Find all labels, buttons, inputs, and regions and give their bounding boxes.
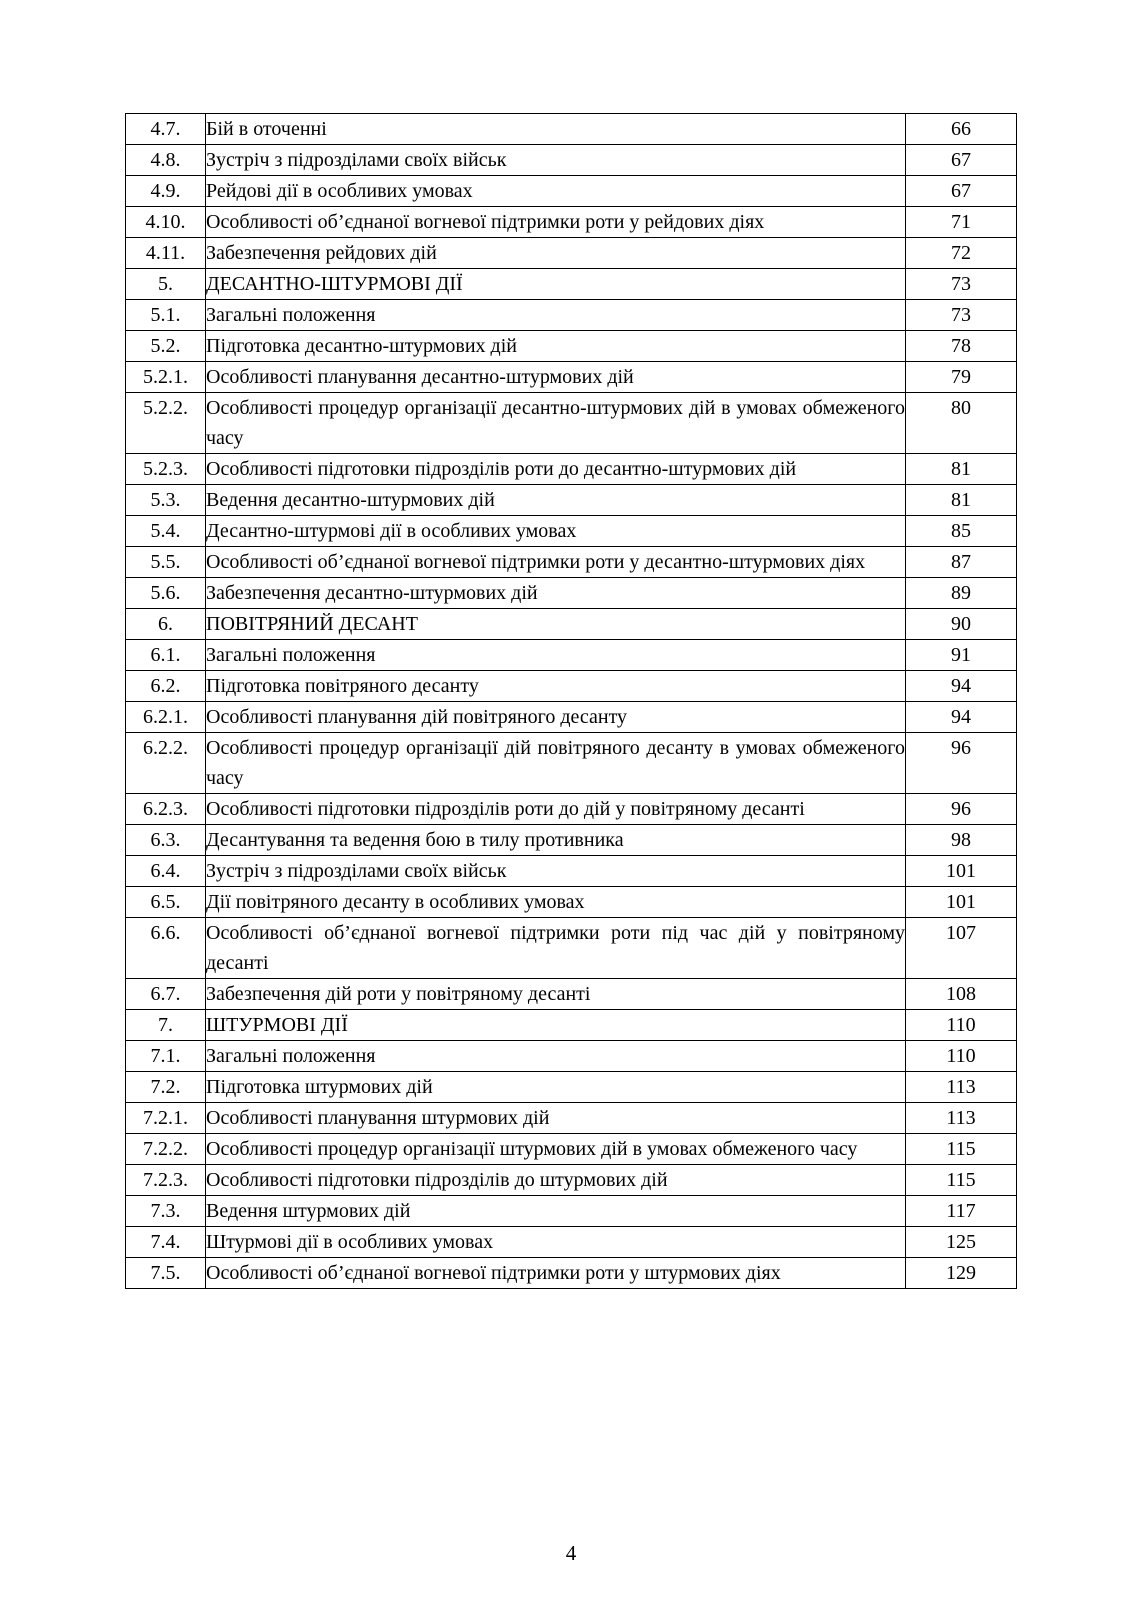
toc-entry-title: Особливості планування десантно-штурмових дій: [206, 362, 906, 393]
toc-entry-title: Забезпечення десантно-штурмових дій: [206, 578, 906, 609]
toc-entry-title: Особливості процедур організації десантно-штурмових дій в умовах обмеженого часу: [206, 393, 906, 454]
toc-entry-page: 96: [906, 733, 1017, 794]
toc-entry-page: 73: [906, 269, 1017, 300]
toc-entry-title: ШТУРМОВІ ДІЇ: [206, 1010, 906, 1041]
toc-entry-page: 71: [906, 207, 1017, 238]
table-row: [126, 207, 1017, 238]
toc-entry-number: 7.: [126, 1010, 206, 1041]
toc-entry-title: Дії повітряного десанту в особливих умовах: [206, 887, 906, 918]
toc-entry-number: 5.2.2.: [126, 393, 206, 454]
toc-entry-number: 6.6.: [126, 918, 206, 979]
toc-entry-number: 7.4.: [126, 1227, 206, 1258]
toc-entry-number: 7.5.: [126, 1258, 206, 1289]
toc-entry-number: 4.8.: [126, 145, 206, 176]
toc-entry-page: 67: [906, 145, 1017, 176]
toc-entry-number: 7.3.: [126, 1196, 206, 1227]
toc-entry-number: 5.2.1.: [126, 362, 206, 393]
toc-entry-page: 115: [906, 1134, 1017, 1165]
toc-entry-page: 80: [906, 393, 1017, 454]
table-row: [126, 485, 1017, 516]
toc-entry-page: 110: [906, 1010, 1017, 1041]
toc-entry-page: 89: [906, 578, 1017, 609]
toc-entry-title: Зустріч з підрозділами своїх військ: [206, 856, 906, 887]
toc-entry-page: 129: [906, 1258, 1017, 1289]
toc-entry-number: 5.6.: [126, 578, 206, 609]
table-row: [126, 1041, 1017, 1072]
table-row: [126, 300, 1017, 331]
toc-entry-title: Особливості процедур організації штурмових дій в умовах обмеженого часу: [206, 1134, 906, 1165]
toc-entry-number: 6.2.2.: [126, 733, 206, 794]
toc-entry-number: 4.7.: [126, 114, 206, 145]
toc-entry-page: 67: [906, 176, 1017, 207]
table-row: [126, 887, 1017, 918]
toc-entry-page: 113: [906, 1072, 1017, 1103]
table-row: [126, 794, 1017, 825]
toc-entry-number: 5.1.: [126, 300, 206, 331]
table-row: [126, 114, 1017, 145]
toc-entry-page: 78: [906, 331, 1017, 362]
table-row: [126, 176, 1017, 207]
toc-entry-number: 5.: [126, 269, 206, 300]
toc-entry-number: 6.: [126, 609, 206, 640]
table-row: [126, 516, 1017, 547]
table-row: [126, 1072, 1017, 1103]
toc-entry-number: 4.10.: [126, 207, 206, 238]
toc-entry-number: 6.2.: [126, 671, 206, 702]
toc-entry-title: Загальні положення: [206, 1041, 906, 1072]
table-row: [126, 547, 1017, 578]
table-row: [126, 640, 1017, 671]
table-row: [126, 454, 1017, 485]
toc-entry-page: 72: [906, 238, 1017, 269]
toc-entry-page: 108: [906, 979, 1017, 1010]
page-number: 4: [565, 1541, 577, 1565]
table-row: [126, 733, 1017, 794]
toc-entry-title: Рейдові дії в особливих умовах: [206, 176, 906, 207]
toc-entry-title: Забезпечення рейдових дій: [206, 238, 906, 269]
toc-entry-number: 7.1.: [126, 1041, 206, 1072]
table-row: [126, 578, 1017, 609]
toc-entry-page: 107: [906, 918, 1017, 979]
table-row: [126, 1196, 1017, 1227]
toc-entry-number: 5.4.: [126, 516, 206, 547]
toc-entry-title: Штурмові дії в особливих умовах: [206, 1227, 906, 1258]
toc-entry-number: 6.2.1.: [126, 702, 206, 733]
toc-entry-page: 110: [906, 1041, 1017, 1072]
toc-entry-title: Особливості об’єднаної вогневої підтримки роти у десантно-штурмових діях: [206, 547, 906, 578]
toc-entry-title: Особливості підготовки підрозділів роти до дій у повітряному десанті: [206, 794, 906, 825]
toc-entry-title: Ведення штурмових дій: [206, 1196, 906, 1227]
toc-entry-title: Загальні положення: [206, 300, 906, 331]
toc-entry-number: 7.2.2.: [126, 1134, 206, 1165]
toc-entry-title: Особливості об’єднаної вогневої підтримки роти під час дій у повітряному десанті: [206, 918, 906, 979]
table-row: [126, 1227, 1017, 1258]
table-row: [126, 269, 1017, 300]
toc-entry-title: Підготовка штурмових дій: [206, 1072, 906, 1103]
table-row: [126, 1103, 1017, 1134]
toc-entry-page: 66: [906, 114, 1017, 145]
toc-entry-page: 94: [906, 702, 1017, 733]
toc-entry-page: 73: [906, 300, 1017, 331]
toc-entry-title: Підготовка десантно-штурмових дій: [206, 331, 906, 362]
toc-entry-number: 5.2.3.: [126, 454, 206, 485]
toc-entry-number: 6.7.: [126, 979, 206, 1010]
table-row: [126, 825, 1017, 856]
toc-entry-page: 115: [906, 1165, 1017, 1196]
toc-entry-page: 101: [906, 856, 1017, 887]
toc-entry-number: 4.11.: [126, 238, 206, 269]
table-row: [126, 1010, 1017, 1041]
table-row: [126, 1165, 1017, 1196]
toc-entry-page: 87: [906, 547, 1017, 578]
toc-entry-number: 7.2.: [126, 1072, 206, 1103]
table-row: [126, 979, 1017, 1010]
table-row: [126, 362, 1017, 393]
toc-entry-title: Ведення десантно-штурмових дій: [206, 485, 906, 516]
table-row: [126, 393, 1017, 454]
toc-entry-title: Особливості процедур організації дій повітряного десанту в умовах обмеженого часу: [206, 733, 906, 794]
table-row: [126, 702, 1017, 733]
toc-entry-title: Загальні положення: [206, 640, 906, 671]
toc-entry-title: Десантування та ведення бою в тилу противника: [206, 825, 906, 856]
toc-entry-page: 91: [906, 640, 1017, 671]
toc-entry-number: 5.5.: [126, 547, 206, 578]
toc-entry-page: 90: [906, 609, 1017, 640]
table-row: [126, 1258, 1017, 1289]
toc-entry-page: 125: [906, 1227, 1017, 1258]
toc-entry-page: 98: [906, 825, 1017, 856]
toc-entry-page: 94: [906, 671, 1017, 702]
toc-entry-title: Особливості підготовки підрозділів до штурмових дій: [206, 1165, 906, 1196]
toc-entry-title: Особливості об’єднаної вогневої підтримки роти у штурмових діях: [206, 1258, 906, 1289]
toc-entry-number: 6.3.: [126, 825, 206, 856]
table-row: [126, 145, 1017, 176]
table-row: [126, 671, 1017, 702]
table-row: [126, 856, 1017, 887]
toc-entry-number: 7.2.1.: [126, 1103, 206, 1134]
toc-entry-title: Особливості підготовки підрозділів роти до десантно-штурмових дій: [206, 454, 906, 485]
toc-entry-title: Зустріч з підрозділами своїх військ: [206, 145, 906, 176]
table-row: [126, 238, 1017, 269]
toc-entry-page: 101: [906, 887, 1017, 918]
toc-body: [126, 114, 1017, 1289]
table-row: [126, 609, 1017, 640]
table-row: [126, 331, 1017, 362]
table-row: [126, 918, 1017, 979]
toc-entry-title: Бій в оточенні: [206, 114, 906, 145]
toc-entry-page: 79: [906, 362, 1017, 393]
toc-entry-title: Особливості планування штурмових дій: [206, 1103, 906, 1134]
toc-entry-title: Особливості планування дій повітряного десанту: [206, 702, 906, 733]
toc-entry-title: Підготовка повітряного десанту: [206, 671, 906, 702]
toc-entry-title: ПОВІТРЯНИЙ ДЕСАНТ: [206, 609, 906, 640]
toc-entry-title: Особливості об’єднаної вогневої підтримки роти у рейдових діях: [206, 207, 906, 238]
toc-entry-page: 81: [906, 485, 1017, 516]
toc-entry-number: 6.2.3.: [126, 794, 206, 825]
toc-entry-number: 6.4.: [126, 856, 206, 887]
toc-entry-page: 113: [906, 1103, 1017, 1134]
toc-entry-page: 85: [906, 516, 1017, 547]
toc-entry-number: 6.1.: [126, 640, 206, 671]
toc-table: [125, 113, 1017, 1289]
table-row: [126, 1134, 1017, 1165]
toc-entry-number: 6.5.: [126, 887, 206, 918]
toc-entry-number: 5.3.: [126, 485, 206, 516]
toc-entry-number: 5.2.: [126, 331, 206, 362]
toc-entry-page: 96: [906, 794, 1017, 825]
toc-entry-page: 117: [906, 1196, 1017, 1227]
toc-entry-number: 7.2.3.: [126, 1165, 206, 1196]
toc-entry-title: Забезпечення дій роти у повітряному десанті: [206, 979, 906, 1010]
toc-entry-title: Десантно-штурмові дії в особливих умовах: [206, 516, 906, 547]
toc-entry-title: ДЕСАНТНО-ШТУРМОВІ ДІЇ: [206, 269, 906, 300]
toc-entry-page: 81: [906, 454, 1017, 485]
toc-entry-number: 4.9.: [126, 176, 206, 207]
